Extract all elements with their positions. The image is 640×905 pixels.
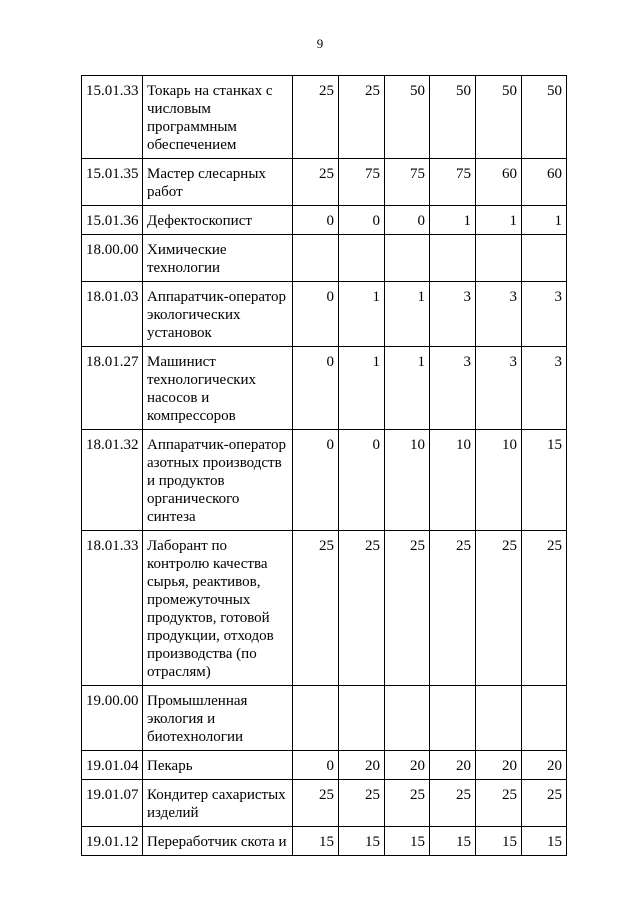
row-value: 10 xyxy=(430,430,476,531)
row-value xyxy=(430,235,476,282)
row-code: 18.01.27 xyxy=(82,347,143,430)
table-row xyxy=(82,531,567,686)
row-code: 18.01.03 xyxy=(82,282,143,347)
row-value: 20 xyxy=(476,751,522,780)
row-value: 25 xyxy=(385,531,430,686)
row-value: 0 xyxy=(339,206,385,235)
row-value: 25 xyxy=(385,780,430,827)
row-value: 0 xyxy=(385,206,430,235)
row-value: 0 xyxy=(293,347,339,430)
row-value: 1 xyxy=(385,347,430,430)
row-code: 19.01.04 xyxy=(82,751,143,780)
row-value: 0 xyxy=(293,206,339,235)
row-value: 20 xyxy=(385,751,430,780)
table-row xyxy=(82,159,567,206)
row-value: 25 xyxy=(339,531,385,686)
table-body xyxy=(82,76,567,856)
row-name: Машинист технологических насосов и компрессоров xyxy=(143,347,293,430)
row-value: 15 xyxy=(476,827,522,856)
row-value: 1 xyxy=(430,206,476,235)
row-value: 10 xyxy=(476,430,522,531)
row-value: 25 xyxy=(293,780,339,827)
row-value: 1 xyxy=(385,282,430,347)
row-value: 0 xyxy=(293,751,339,780)
table-row xyxy=(82,430,567,531)
row-value xyxy=(339,235,385,282)
table-row xyxy=(82,686,567,751)
specialties-table xyxy=(81,75,567,856)
row-value: 25 xyxy=(339,76,385,159)
row-value: 15 xyxy=(430,827,476,856)
row-name: Лаборант по контролю качества сырья, реактивов, промежуточных продуктов, готовой продукции, отходов производства (по отраслям) xyxy=(143,531,293,686)
row-value: 25 xyxy=(430,780,476,827)
row-value: 1 xyxy=(339,347,385,430)
row-value: 25 xyxy=(476,531,522,686)
row-name: Химические технологии xyxy=(143,235,293,282)
row-value xyxy=(476,235,522,282)
row-value: 50 xyxy=(385,76,430,159)
row-value: 3 xyxy=(430,347,476,430)
row-code: 18.00.00 xyxy=(82,235,143,282)
row-value: 15 xyxy=(293,827,339,856)
row-value xyxy=(293,235,339,282)
table-row xyxy=(82,827,567,856)
row-value xyxy=(430,686,476,751)
row-value: 50 xyxy=(476,76,522,159)
table-row xyxy=(82,282,567,347)
row-value: 3 xyxy=(476,347,522,430)
row-value: 15 xyxy=(385,827,430,856)
row-value: 50 xyxy=(522,76,567,159)
row-value: 50 xyxy=(430,76,476,159)
row-value: 25 xyxy=(522,531,567,686)
row-value: 1 xyxy=(476,206,522,235)
row-code: 15.01.36 xyxy=(82,206,143,235)
row-value: 75 xyxy=(430,159,476,206)
row-value: 60 xyxy=(476,159,522,206)
table-row xyxy=(82,751,567,780)
row-value: 1 xyxy=(339,282,385,347)
row-code: 19.01.07 xyxy=(82,780,143,827)
row-name: Переработчик скота и xyxy=(143,827,293,856)
row-value: 25 xyxy=(293,76,339,159)
row-value: 1 xyxy=(522,206,567,235)
row-value: 3 xyxy=(522,347,567,430)
table-row xyxy=(82,347,567,430)
row-value: 3 xyxy=(430,282,476,347)
page-number: 9 xyxy=(316,36,324,51)
row-name: Мастер слесарных работ xyxy=(143,159,293,206)
row-value: 25 xyxy=(293,531,339,686)
table-row xyxy=(82,76,567,159)
row-value: 20 xyxy=(430,751,476,780)
row-value xyxy=(522,235,567,282)
row-code: 15.01.33 xyxy=(82,76,143,159)
row-value: 25 xyxy=(339,780,385,827)
row-code: 18.01.32 xyxy=(82,430,143,531)
row-value: 10 xyxy=(385,430,430,531)
row-value xyxy=(476,686,522,751)
table-row xyxy=(82,780,567,827)
row-value xyxy=(385,686,430,751)
row-name: Аппаратчик-оператор азотных производств и продуктов органического синтеза xyxy=(143,430,293,531)
row-value: 75 xyxy=(339,159,385,206)
row-code: 19.00.00 xyxy=(82,686,143,751)
row-value: 15 xyxy=(522,430,567,531)
row-value: 15 xyxy=(339,827,385,856)
row-name: Промышленная экология и биотехнологии xyxy=(143,686,293,751)
row-value: 25 xyxy=(522,780,567,827)
row-value: 15 xyxy=(522,827,567,856)
row-value: 25 xyxy=(293,159,339,206)
row-value xyxy=(339,686,385,751)
row-value: 3 xyxy=(476,282,522,347)
row-value xyxy=(385,235,430,282)
row-value xyxy=(293,686,339,751)
row-value: 75 xyxy=(385,159,430,206)
row-value: 25 xyxy=(476,780,522,827)
row-name: Токарь на станках с числовым программным обеспечением xyxy=(143,76,293,159)
row-value: 0 xyxy=(293,282,339,347)
row-name: Кондитер сахаристых изделий xyxy=(143,780,293,827)
row-value: 25 xyxy=(430,531,476,686)
row-code: 15.01.35 xyxy=(82,159,143,206)
row-name: Пекарь xyxy=(143,751,293,780)
row-value: 0 xyxy=(293,430,339,531)
table-row xyxy=(82,206,567,235)
row-value xyxy=(522,686,567,751)
table-row xyxy=(82,235,567,282)
row-value: 20 xyxy=(339,751,385,780)
row-name: Дефектоскопист xyxy=(143,206,293,235)
row-value: 3 xyxy=(522,282,567,347)
row-code: 18.01.33 xyxy=(82,531,143,686)
row-value: 0 xyxy=(339,430,385,531)
row-value: 20 xyxy=(522,751,567,780)
row-name: Аппаратчик-оператор экологических установок xyxy=(143,282,293,347)
row-code: 19.01.12 xyxy=(82,827,143,856)
row-value: 60 xyxy=(522,159,567,206)
